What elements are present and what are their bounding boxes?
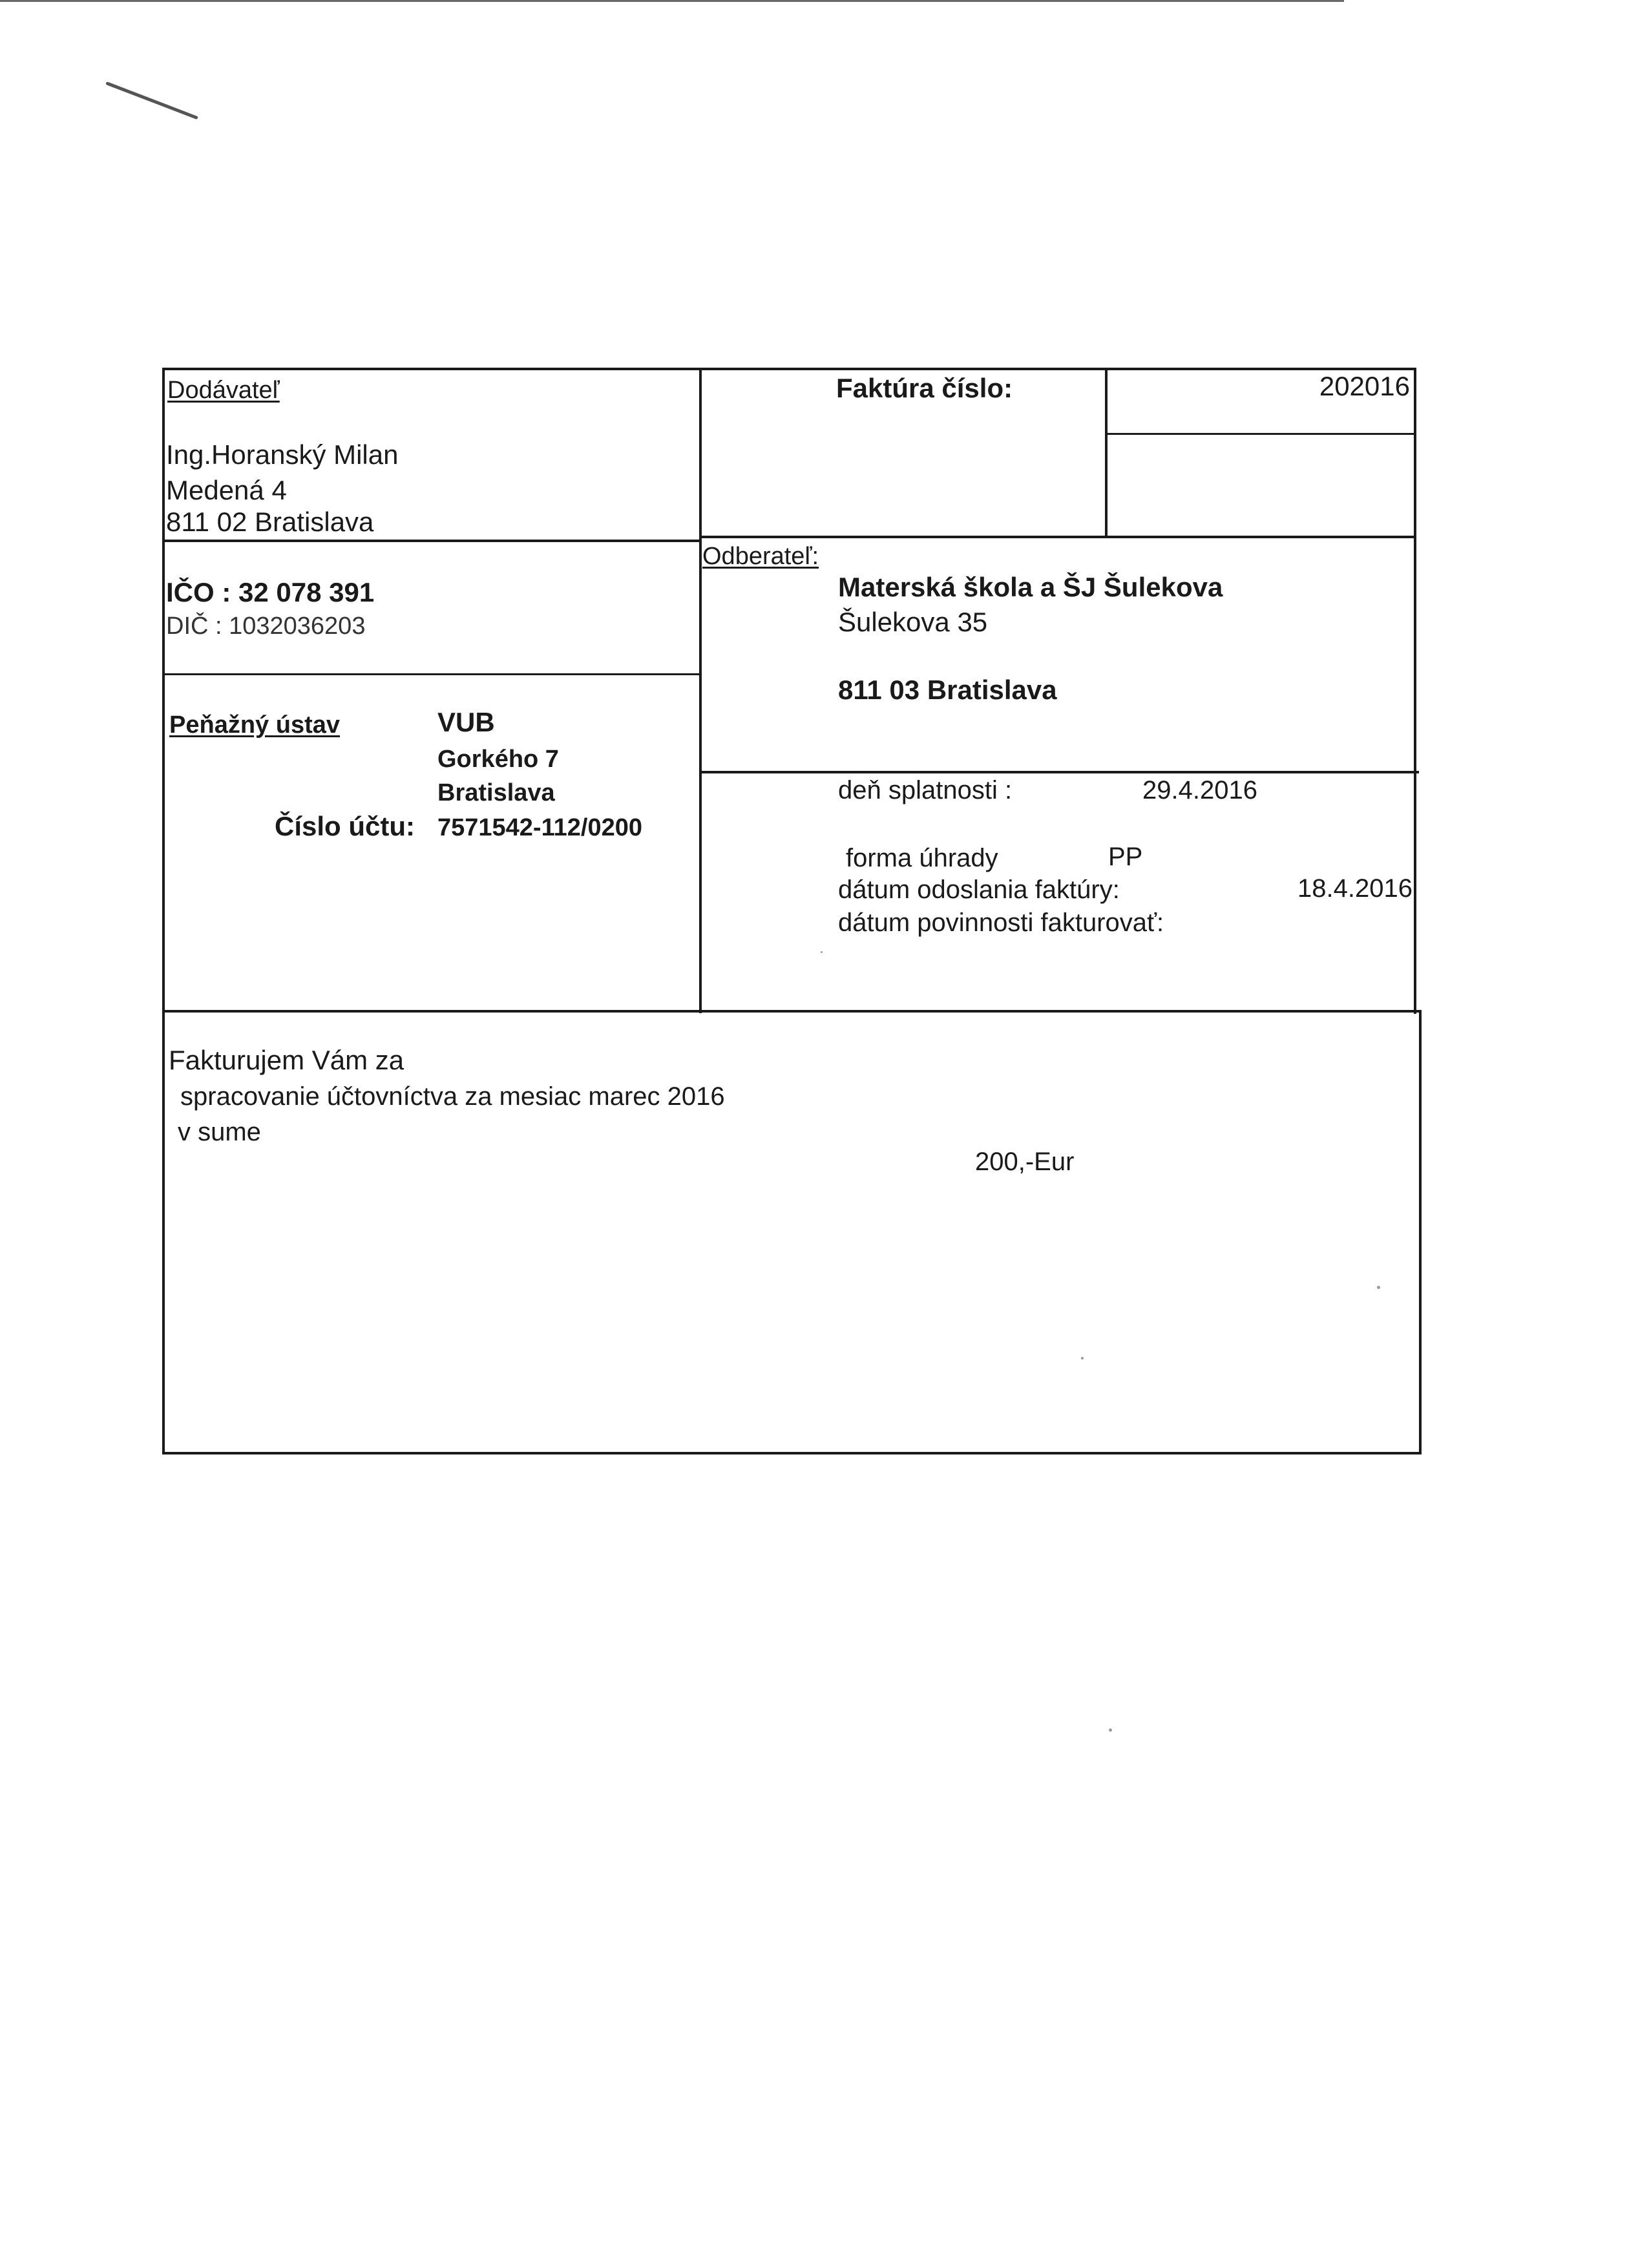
supplier-heading: Dodávateľ bbox=[167, 377, 280, 404]
payment-method: PP bbox=[1108, 843, 1143, 871]
scan-speck bbox=[821, 951, 823, 953]
ico-bottom-line bbox=[162, 673, 701, 675]
sent-date-label: dátum odoslania faktúry: bbox=[838, 876, 1120, 904]
form-top-border bbox=[162, 368, 1416, 370]
bank-account-label: Číslo účtu: bbox=[275, 811, 415, 841]
supplier-name: Ing.Horanský Milan bbox=[166, 439, 399, 470]
supplier-bottom-line bbox=[162, 540, 701, 542]
invoice-number-box-divider bbox=[1105, 433, 1416, 435]
payment-method-label: forma úhrady bbox=[846, 844, 998, 872]
sent-date: 18.4.2016 bbox=[1297, 874, 1413, 903]
bank-account-number: 7571542-112/0200 bbox=[437, 814, 642, 841]
column-divider bbox=[699, 368, 702, 1013]
scan-speck bbox=[1081, 1357, 1084, 1360]
supplier-city: 811 02 Bratislava bbox=[166, 507, 374, 537]
payment-top-line bbox=[699, 771, 1419, 773]
bank-city: Bratislava bbox=[437, 779, 555, 806]
scan-edge-line bbox=[0, 0, 1344, 2]
customer-heading: Odberateľ: bbox=[702, 543, 819, 570]
supplier-street: Medená 4 bbox=[166, 475, 287, 505]
form-left-border bbox=[162, 368, 165, 1454]
customer-top-line bbox=[699, 536, 1416, 538]
bank-street: Gorkého 7 bbox=[437, 746, 559, 773]
invoice-number: 202016 bbox=[1319, 371, 1410, 401]
customer-city: 811 03 Bratislava bbox=[838, 675, 1057, 705]
form-right-border-upper bbox=[1414, 368, 1416, 1014]
invoice-number-label: Faktúra číslo: bbox=[836, 373, 1013, 403]
customer-street: Šulekova 35 bbox=[838, 607, 988, 637]
header-bottom-line bbox=[162, 1010, 1422, 1013]
customer-name: Materská škola a ŠJ Šulekova bbox=[838, 572, 1223, 602]
scan-speck bbox=[1109, 1728, 1112, 1732]
tax-date-label: dátum povinnosti fakturovať: bbox=[838, 908, 1164, 937]
form-right-border-lower bbox=[1419, 1011, 1422, 1454]
body-sum-label: v sume bbox=[178, 1118, 261, 1146]
pen-stroke-mark bbox=[105, 81, 198, 120]
due-date: 29.4.2016 bbox=[1142, 776, 1257, 804]
invoice-amount: 200,-Eur bbox=[975, 1148, 1075, 1176]
bank-name: VUB bbox=[437, 707, 495, 737]
supplier-ico: IČO : 32 078 391 bbox=[166, 577, 375, 607]
form-bottom-border bbox=[162, 1452, 1422, 1454]
invoice-number-box-left bbox=[1105, 368, 1108, 538]
due-date-label: deň splatnosti : bbox=[838, 776, 1013, 804]
body-intro: Fakturujem Vám za bbox=[169, 1045, 404, 1075]
bank-heading: Peňažný ústav bbox=[169, 711, 340, 739]
supplier-dic: DIČ : 1032036203 bbox=[166, 613, 366, 640]
body-description: spracovanie účtovníctva za mesiac marec 2016 bbox=[180, 1082, 725, 1111]
scan-speck bbox=[1377, 1286, 1380, 1289]
